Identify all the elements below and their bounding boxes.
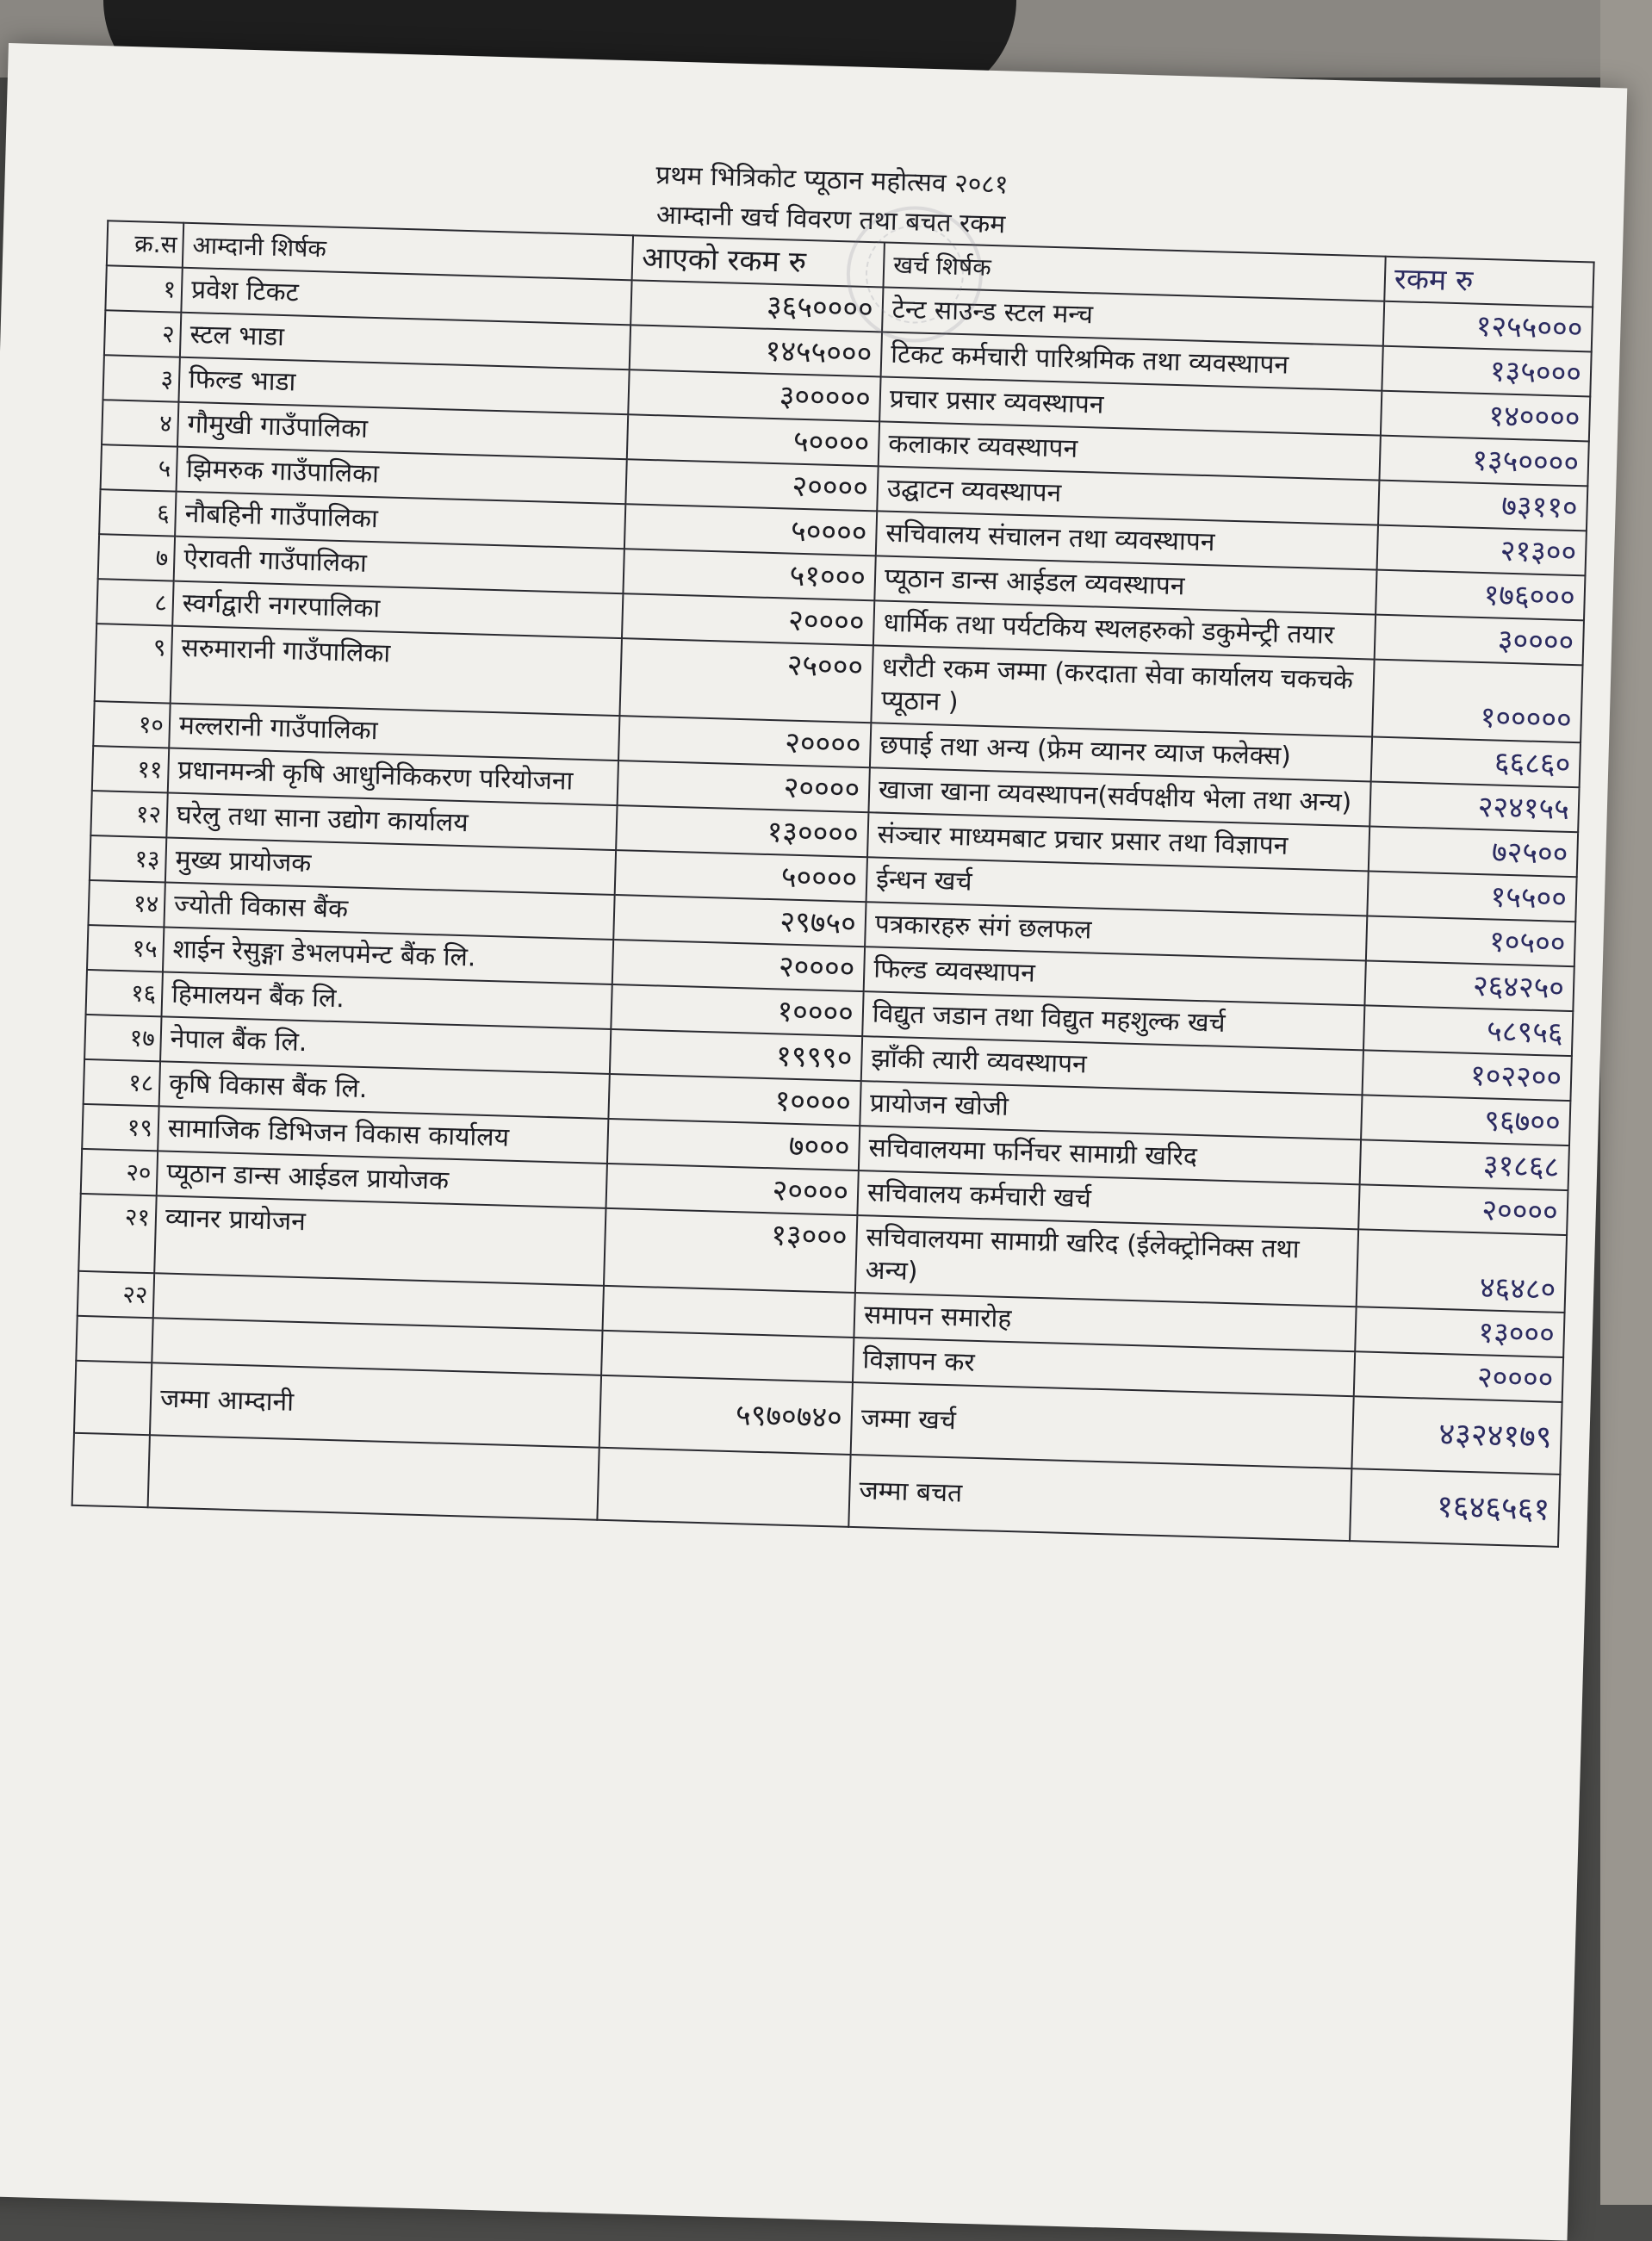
row-income-amount: २०००० [618, 760, 870, 812]
row-expense-head: उद्घाटन व्यवस्थापन [877, 466, 1379, 525]
row-sn: ६ [99, 489, 176, 536]
total-savings-amount: १६४६५६१ [1350, 1468, 1560, 1547]
row-expense-amount: ३०००० [1375, 615, 1584, 666]
row-expense-amount: २०००० [1358, 1184, 1568, 1235]
row-expense-head: सचिवालय संचालन तथा व्यवस्थापन [876, 511, 1378, 569]
row-income-amount [603, 1286, 855, 1338]
row-income-amount: १९९९० [610, 1029, 862, 1081]
row-expense-amount: १००००० [1372, 660, 1582, 743]
row-expense-head: धरौटी रकम जम्मा (करदाता सेवा कार्यालय चकचके प्यूठान ) [871, 645, 1374, 736]
row-expense-head: धार्मिक तथा पर्यटकिय स्थलहरुको डकुमेन्ट्री तयार [873, 600, 1376, 659]
row-expense-amount: १०५०० [1366, 916, 1575, 966]
row-income-amount: २०००० [606, 1164, 858, 1215]
row-expense-amount: २०००० [1354, 1351, 1563, 1402]
document [71, 140, 1591, 1547]
row-expense-head: ईन्धन खर्च [866, 857, 1369, 916]
row-income-head: शाईन रेसुङ्गा डेभलपमेन्ट बैंक लि. [163, 927, 613, 984]
row-income-head: ऐरावती गाउँपालिका [174, 537, 624, 594]
row-income-amount: १४५५००० [630, 325, 882, 376]
row-income-head: स्टल भाडा [180, 313, 630, 370]
col-header-sn: क्र.स [107, 220, 183, 267]
row-expense-amount: २२४१५५ [1369, 781, 1579, 832]
row-expense-amount: १२५५००० [1383, 301, 1593, 352]
row-income-head: घरेलु तथा साना उद्योग कार्यालय [166, 792, 617, 850]
savings-blank-cell [148, 1435, 599, 1520]
row-sn: १९ [82, 1104, 158, 1151]
row-income-amount: ५०००० [615, 850, 867, 902]
col-header-expense-amount: रकम रु [1384, 257, 1593, 307]
row-sn: ९ [95, 624, 172, 703]
total-sn-cell [74, 1361, 152, 1435]
row-income-head: मुख्य प्रायोजक [165, 837, 616, 895]
row-expense-amount: ४६४८० [1357, 1229, 1567, 1313]
row-expense-head: विद्युत जडान तथा विद्युत महशुल्क खर्च [862, 991, 1364, 1050]
row-sn: २ [104, 310, 181, 357]
row-sn: १३ [90, 835, 166, 882]
row-income-head: सामाजिक डिभिजन विकास कार्यालय [158, 1106, 608, 1164]
row-expense-amount: ७२५०० [1369, 826, 1578, 877]
col-header-income-amount: आएको रकम रु [632, 235, 885, 287]
row-income-head: फिल्ड भाडा [178, 357, 629, 415]
row-expense-amount: २६४२५० [1364, 960, 1574, 1011]
row-expense-head: झाँकी त्यारी व्यवस्थापन [861, 1036, 1363, 1095]
row-sn: १५ [87, 925, 164, 972]
row-income-head: गौमुखी गाउँपालिका [177, 402, 628, 460]
row-income-amount: ५१००० [623, 549, 875, 600]
row-sn: १२ [90, 791, 167, 837]
total-expense-amount: ४३२४१७९ [1351, 1396, 1562, 1474]
row-expense-amount: १७६००० [1376, 570, 1585, 621]
row-expense-head: पत्रकारहरु संगं छलफल [865, 902, 1367, 960]
row-expense-head: खाजा खाना व्यवस्थापन(सर्वपक्षीय भेला तथा अन्य) [868, 767, 1370, 826]
row-income-amount: १०००० [611, 984, 863, 1036]
row-expense-head: टिकट कर्मचारी पारिश्रमिक तथा व्यवस्थापन [881, 332, 1383, 390]
row-income-amount: ३६५०००० [630, 280, 883, 332]
income-expense-table [71, 220, 1595, 1548]
row-income-amount: ३००००० [628, 369, 880, 421]
savings-sn-cell [72, 1433, 150, 1507]
col-header-income-head: आम्दानी शिर्षक [183, 223, 633, 281]
row-income-amount: १०००० [608, 1074, 860, 1126]
row-income-amount: २०००० [625, 459, 878, 511]
row-income-amount: ५०००० [624, 504, 877, 556]
row-income-amount: १३०००० [616, 805, 868, 857]
row-expense-head: संञ्चार माध्यमबाट प्रचार प्रसार तथा विज्ञापन [867, 812, 1369, 871]
col-header-expense-head: खर्च शिर्षक [883, 242, 1385, 301]
row-income-amount: ७००० [607, 1119, 860, 1170]
row-sn: ५ [101, 444, 177, 491]
row-income-head: नौबहिनी गाउँपालिका [175, 492, 625, 549]
row-sn: १४ [88, 880, 165, 927]
row-income-head: ज्योती विकास बैंक [164, 882, 614, 940]
row-expense-amount: १४०००० [1381, 391, 1590, 442]
row-expense-head: कलाकार व्यवस्थापन [879, 421, 1381, 480]
row-income-head: नेपाल बैंक लि. [160, 1016, 611, 1074]
row-expense-amount: १०२२०० [1363, 1050, 1572, 1101]
row-expense-amount: ५८९५६ [1363, 1005, 1573, 1056]
row-expense-amount: १३५०००० [1379, 436, 1588, 487]
row-sn: ३ [102, 355, 179, 401]
row-sn: १ [105, 265, 182, 312]
row-sn: २२ [78, 1271, 154, 1318]
document-subtitle: आम्दानी खर्च विवरण तथा बचत रकम [655, 200, 1006, 240]
row-income-amount: २०००० [618, 716, 871, 767]
row-expense-amount: ३१८६८ [1360, 1139, 1569, 1190]
row-sn: १८ [84, 1059, 160, 1106]
row-expense-head: विज्ञापन कर [853, 1338, 1355, 1396]
total-savings-label: जम्मा बचत [848, 1455, 1351, 1541]
row-income-head: प्रवेश टिकट [181, 268, 631, 326]
row-expense-amount: ९६७०० [1361, 1095, 1570, 1145]
row-expense-amount: १३५००० [1382, 346, 1591, 397]
row-income-head: प्रधानमन्त्री कृषि आधुनिकिकरण परियोजना [168, 748, 618, 806]
row-income-amount: २५००० [619, 638, 873, 723]
row-sn: २१ [78, 1194, 156, 1273]
row-expense-amount: १५५०० [1367, 871, 1576, 922]
row-income-amount: १३००० [604, 1208, 857, 1293]
row-income-head: मल्लरानी गाउँपालिका [169, 704, 619, 761]
row-income-head: झिमरुक गाउँपालिका [177, 447, 627, 505]
row-income-amount: ५०००० [627, 414, 879, 466]
row-income-head: सरुमारानी गाउँपालिका [171, 626, 622, 717]
row-sn: ८ [96, 579, 173, 625]
row-sn: २० [81, 1149, 158, 1195]
row-expense-head: टेन्ट साउन्ड स्टल मन्च [882, 287, 1384, 345]
row-sn: १६ [86, 970, 163, 1016]
row-income-head: व्यानर प्रायोजन [154, 1195, 606, 1286]
row-expense-head: समापन समारोह [854, 1293, 1356, 1351]
row-expense-head: प्रचार प्रसार व्यवस्थापन [879, 376, 1382, 435]
row-income-amount: २०००० [622, 593, 874, 645]
row-expense-head: प्यूठान डान्स आईडल व्यवस्थापन [874, 556, 1376, 614]
row-expense-amount: १३००० [1355, 1307, 1564, 1357]
row-income-head: कृषि विकास बैंक लि. [159, 1061, 610, 1119]
row-sn: ४ [102, 400, 178, 446]
table-body [76, 265, 1593, 1402]
row-income-amount: २०००० [612, 940, 865, 991]
row-expense-head: सचिवालयमा सामाग्री खरिद (ईलेक्ट्रोनिक्स तथा अन्य) [855, 1215, 1358, 1307]
row-expense-amount: ६६८६० [1371, 737, 1581, 788]
row-income-head: स्वर्गद्वारी नगरपालिका [172, 581, 623, 639]
savings-blank-amount-cell [597, 1448, 850, 1527]
row-expense-head: सचिवालय कर्मचारी खर्च [857, 1170, 1359, 1229]
row-expense-head: फिल्ड व्यवस्थापन [864, 947, 1366, 1005]
row-expense-head: प्रायोजन खोजी [860, 1081, 1362, 1139]
row-sn: १० [93, 701, 170, 748]
row-income-head: प्यूठान डान्स आईडल प्रायोजक [157, 1151, 607, 1208]
total-income-amount: ५९७०७४० [599, 1375, 853, 1455]
row-expense-head: सचिवालयमा फर्निचर सामाग्री खरिद [859, 1126, 1361, 1184]
row-sn: ७ [98, 534, 175, 580]
document-title: प्रथम भित्रिकोट प्यूठान महोत्सव २०८१ [655, 160, 1009, 201]
row-expense-amount: २१३०० [1377, 525, 1587, 576]
total-expense-label: जम्मा खर्च [851, 1382, 1354, 1468]
total-income-label: जम्मा आम्दानी [150, 1363, 601, 1448]
row-expense-amount: ७३११० [1378, 481, 1587, 531]
row-income-amount [601, 1331, 854, 1382]
row-expense-head: छपाई तथा अन्य (फ्रेम व्यानर व्याज फलेक्स) [870, 723, 1372, 781]
row-sn [76, 1316, 152, 1363]
row-income-amount: २९७५० [613, 895, 866, 947]
paper-sheet [0, 43, 1627, 2241]
row-sn: ११ [92, 746, 169, 792]
row-sn: १७ [84, 1015, 161, 1061]
row-income-head: हिमालयन बैंक लि. [162, 972, 612, 1029]
